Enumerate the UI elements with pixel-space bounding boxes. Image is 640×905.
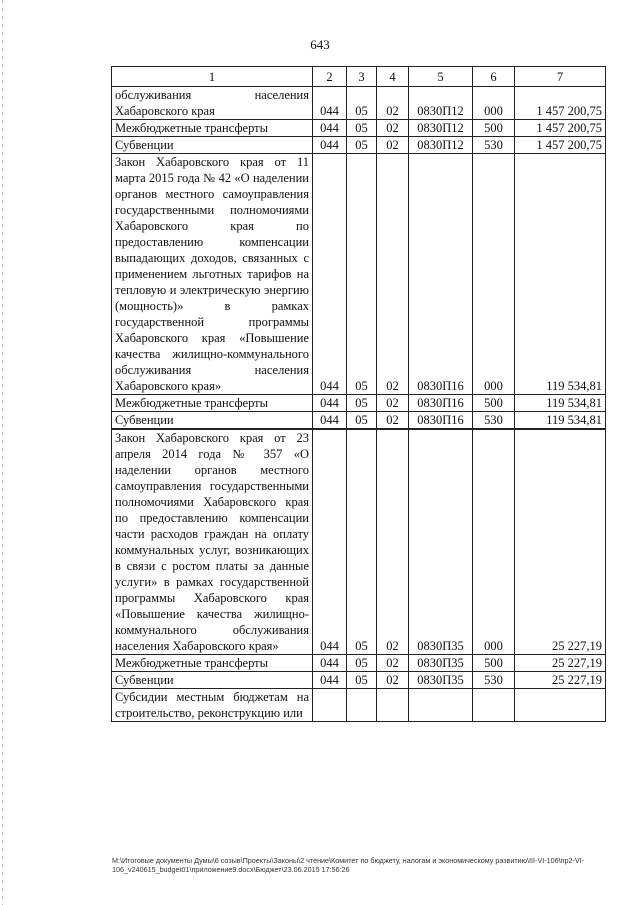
row-target-code: 0830П35 (409, 429, 473, 655)
row-expense-type: 500 (473, 655, 515, 672)
row-ministry-code: 044 (313, 655, 347, 672)
table-row (112, 412, 606, 430)
document-path-footer: M:\Итоговые документы Думы\6 созыв\Проекты\Законы\2 чтение\Комитет по бюджету, налогам и экономическому развитию\III-VI-106\пр2-VI-106_v240615_budget01\приложение9.docx\Бюджет\23.06.2015 17:56:26 (112, 856, 585, 874)
table-row (112, 429, 606, 655)
budget-table (111, 66, 606, 722)
row-subsection-code: 02 (377, 672, 409, 689)
row-section-code: 05 (347, 87, 377, 120)
row-name: Субсидии местным бюджетам на строительство, реконструкцию или (112, 689, 313, 722)
row-section-code: 05 (347, 412, 377, 430)
row-section-code: 05 (347, 137, 377, 154)
row-amount: 119 534,81 (515, 412, 606, 430)
row-subsection-code: 02 (377, 412, 409, 430)
row-ministry-code: 044 (313, 154, 347, 395)
table-row (112, 655, 606, 672)
row-ministry-code: 044 (313, 395, 347, 412)
row-ministry-code (313, 689, 347, 722)
header-col-1: 1 (112, 67, 313, 87)
row-amount: 119 534,81 (515, 154, 606, 395)
row-expense-type: 000 (473, 87, 515, 120)
row-amount: 1 457 200,75 (515, 87, 606, 120)
row-name: обслуживания населения Хабаровского края (112, 87, 313, 120)
row-subsection-code: 02 (377, 87, 409, 120)
table-row (112, 120, 606, 137)
row-amount: 119 534,81 (515, 395, 606, 412)
table-row (112, 689, 606, 722)
row-ministry-code: 044 (313, 672, 347, 689)
row-ministry-code: 044 (313, 87, 347, 120)
row-expense-type: 530 (473, 672, 515, 689)
header-col-7: 7 (515, 67, 606, 87)
row-name: Закон Хабаровского края от 11 марта 2015 года № 42 «О наделении органов местного самоуправления государственными полномочиями Хабаровского края по предоставлению компенсации выпадающих доходов, связанных с применением льготных тарифов на тепловую и электрическую энергию (мощность)» в рамках государственной программы Хабаровского края «Повышение качества жилищно-коммунального обслуживания населения Хабаровского края» (112, 154, 313, 395)
row-name: Субвенции (112, 412, 313, 430)
header-col-2: 2 (313, 67, 347, 87)
row-name: Межбюджетные трансферты (112, 655, 313, 672)
row-ministry-code: 044 (313, 429, 347, 655)
row-expense-type: 000 (473, 429, 515, 655)
row-name: Субвенции (112, 672, 313, 689)
row-subsection-code: 02 (377, 120, 409, 137)
row-target-code: 0830П16 (409, 154, 473, 395)
row-expense-type (473, 689, 515, 722)
row-target-code: 0830П35 (409, 655, 473, 672)
row-section-code: 05 (347, 395, 377, 412)
row-expense-type: 000 (473, 154, 515, 395)
row-target-code: 0830П12 (409, 87, 473, 120)
row-expense-type: 530 (473, 412, 515, 430)
row-section-code: 05 (347, 154, 377, 395)
row-section-code: 05 (347, 672, 377, 689)
page-number: 643 (310, 37, 330, 52)
row-name: Межбюджетные трансферты (112, 120, 313, 137)
row-amount: 1 457 200,75 (515, 120, 606, 137)
row-expense-type: 500 (473, 120, 515, 137)
row-subsection-code: 02 (377, 395, 409, 412)
row-target-code: 0830П35 (409, 672, 473, 689)
header-col-4: 4 (377, 67, 409, 87)
row-target-code: 0830П16 (409, 412, 473, 430)
row-name: Субвенции (112, 137, 313, 154)
row-target-code: 0830П12 (409, 137, 473, 154)
row-amount: 25 227,19 (515, 655, 606, 672)
row-section-code: 05 (347, 120, 377, 137)
row-name: Межбюджетные трансферты (112, 395, 313, 412)
row-amount: 1 457 200,75 (515, 137, 606, 154)
scan-edge-artifact (2, 0, 3, 905)
row-subsection-code: 02 (377, 429, 409, 655)
table-row (112, 154, 606, 395)
header-col-6: 6 (473, 67, 515, 87)
row-section-code (347, 689, 377, 722)
row-amount (515, 689, 606, 722)
header-col-5: 5 (409, 67, 473, 87)
row-expense-type: 530 (473, 137, 515, 154)
row-subsection-code (377, 689, 409, 722)
header-col-3: 3 (347, 67, 377, 87)
row-target-code: 0830П16 (409, 395, 473, 412)
row-expense-type: 500 (473, 395, 515, 412)
row-subsection-code: 02 (377, 137, 409, 154)
row-ministry-code: 044 (313, 120, 347, 137)
row-subsection-code: 02 (377, 154, 409, 395)
row-subsection-code: 02 (377, 655, 409, 672)
table-row (112, 395, 606, 412)
table-row (112, 137, 606, 154)
table-header-row (112, 67, 606, 87)
row-target-code: 0830П12 (409, 120, 473, 137)
row-amount: 25 227,19 (515, 672, 606, 689)
row-target-code (409, 689, 473, 722)
row-ministry-code: 044 (313, 137, 347, 154)
row-section-code: 05 (347, 429, 377, 655)
row-section-code: 05 (347, 655, 377, 672)
row-ministry-code: 044 (313, 412, 347, 430)
table-row (112, 672, 606, 689)
table-row (112, 87, 606, 120)
row-name: Закон Хабаровского края от 23 апреля 2014 года № 357 «О наделении органов местного самоуправления государственными полномочиями Хабаровского края по предоставлению компенсации части расходов граждан на оплату коммунальных услуг, возникающих в связи с ростом платы за данные услуги» в рамках государственной программы Хабаровского края «Повышение качества жилищно-коммунального обслуживания населения Хабаровского края» (112, 429, 313, 655)
row-amount: 25 227,19 (515, 429, 606, 655)
